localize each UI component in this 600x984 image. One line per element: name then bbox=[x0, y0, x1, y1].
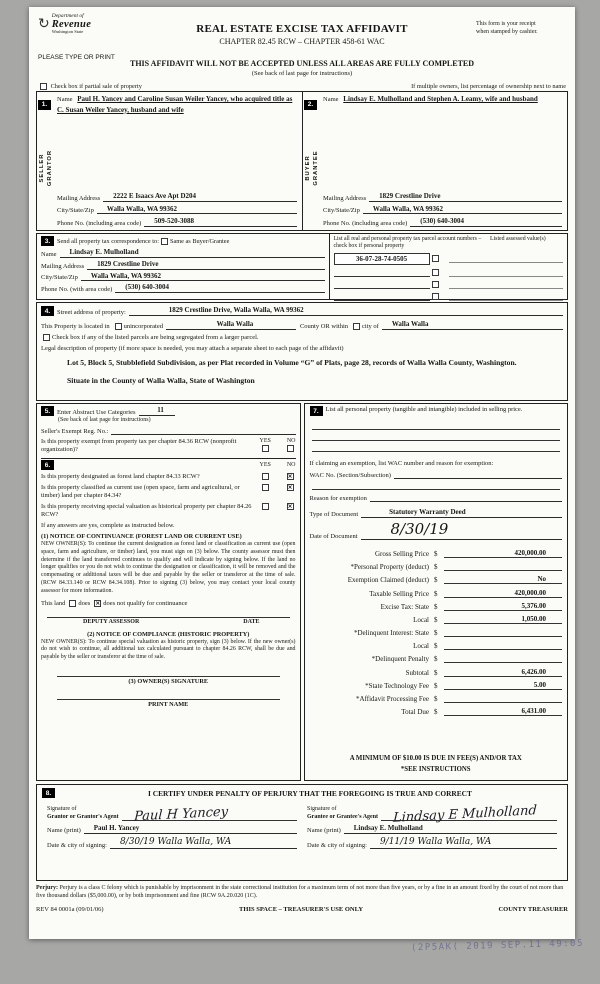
document-date-value[interactable]: 8/30/19 bbox=[361, 521, 562, 540]
receipt-note bbox=[476, 21, 568, 37]
money-row-exemption-claimed bbox=[310, 571, 563, 584]
located-label: This Property is located in bbox=[41, 322, 110, 330]
grantee-name-print-label: Name (print) bbox=[307, 826, 341, 834]
buyer-phone-value[interactable]: (530) 640-3004 bbox=[410, 217, 562, 227]
grantor-signature-labels bbox=[47, 806, 119, 821]
section-6-number: 6. bbox=[41, 460, 54, 470]
signature-columns bbox=[42, 801, 562, 849]
buyer-name-label: Name bbox=[323, 96, 339, 104]
money-row-processing-fee bbox=[310, 690, 563, 703]
assessed-value-line-3[interactable] bbox=[449, 280, 564, 289]
parcel-numbers-header: List all real and personal property tax parcel account numbers – check box if personal property bbox=[333, 236, 482, 249]
corr-address-row bbox=[41, 260, 325, 270]
exempt-question-text: Is this property exempt from property tax per chapter 84.36 RCW (nonprofit organization)? bbox=[41, 438, 237, 454]
delinquent-interest-state-value[interactable] bbox=[444, 628, 562, 637]
personal-property-checkbox-3[interactable] bbox=[432, 281, 439, 288]
subtotal-value[interactable]: 6,426.00 bbox=[444, 668, 562, 677]
document-date-row bbox=[310, 521, 563, 540]
section-8-number: 8. bbox=[42, 788, 55, 798]
seller-csz-row bbox=[57, 205, 297, 215]
document-date-label: Date of Document bbox=[309, 532, 358, 540]
excise-tax-local-label: Local bbox=[413, 615, 429, 624]
notice-compliance-title: (2) NOTICE OF COMPLIANCE (HISTORIC PROPERTY) bbox=[87, 630, 250, 638]
excise-tax-state-value[interactable]: 5,376.00 bbox=[444, 602, 562, 611]
dollar-sign: $ bbox=[434, 695, 438, 704]
warning-line: THIS AFFIDAVIT WILL NOT BE ACCEPTED UNLESS ALL AREAS ARE FULLY COMPLETED bbox=[129, 59, 475, 68]
money-row-excise-local bbox=[310, 611, 563, 624]
see-back-note: (See back of last page for instructions) bbox=[251, 70, 353, 77]
see-instructions-text: *SEE INSTRUCTIONS bbox=[400, 766, 471, 774]
grantee-agent-label: Grantee or Grantee's Agent bbox=[307, 813, 379, 820]
dollar-sign: $ bbox=[434, 642, 438, 651]
assessed-value-line-1[interactable] bbox=[449, 254, 564, 263]
top-strip bbox=[36, 83, 568, 90]
corr-csz-label: City/State/Zip bbox=[41, 274, 78, 282]
deputy-assessor-label: DEPUTY ASSESSOR bbox=[83, 618, 140, 625]
seller-phone-value[interactable]: 509-520-3088 bbox=[144, 217, 297, 227]
section-6-no-label: NO bbox=[286, 462, 296, 469]
same-as-buyer-checkbox[interactable] bbox=[161, 238, 168, 245]
does-qualify-checkbox[interactable] bbox=[69, 600, 76, 607]
assessed-value-line-4[interactable] bbox=[449, 292, 564, 301]
total-due-label: Total Due bbox=[401, 708, 429, 717]
grantee-date-label: Date & city of signing: bbox=[307, 842, 367, 850]
unincorporated-checkbox[interactable] bbox=[115, 323, 122, 330]
buyer-phone-label: Phone No. (including area code) bbox=[323, 220, 408, 228]
logo-washington-state: Washington State bbox=[51, 29, 84, 34]
grantor-date-city-value[interactable]: 8/30/19 Walla Walla, WA bbox=[110, 837, 297, 849]
buyer-phone-row bbox=[323, 217, 562, 227]
correspondence-row bbox=[41, 236, 325, 246]
please-type-note: PLEASE TYPE OR PRINT bbox=[38, 54, 115, 61]
notice-compliance-body: NEW OWNER(S): To continue special valuation as historic property, sign (3) below. If the new owner(s) do not wish to continue, all additional tax calculated pursuant to chapter 84.26 RCW, shall be due and payable by the seller or transferor at the time of sale. bbox=[41, 638, 296, 661]
historical-checkboxes bbox=[260, 503, 296, 510]
corr-phone-row bbox=[41, 283, 325, 293]
seller-address-label: Mailing Address bbox=[57, 194, 101, 202]
excise-tax-local-value[interactable]: 1,050.00 bbox=[444, 615, 562, 624]
grantee-signature-line[interactable] bbox=[381, 803, 557, 826]
historical-question-text: Is this property receiving special valuation as historical property per chapter 84.26 RCW? bbox=[41, 503, 252, 519]
delinquent-interest-local-label: Local bbox=[413, 642, 429, 651]
county-value[interactable]: Walla Walla bbox=[166, 320, 296, 330]
form-header bbox=[36, 12, 568, 82]
buyer-fields bbox=[321, 92, 567, 230]
this-land-label: This land bbox=[41, 599, 66, 607]
personal-property-line-1[interactable] bbox=[312, 419, 561, 430]
seller-csz-value[interactable]: Walla Walla, WA 99362 bbox=[97, 205, 297, 215]
grantee-name-value[interactable]: Lindsay E. Mulholland bbox=[344, 824, 557, 834]
located-row bbox=[41, 320, 563, 330]
buyer-address-value[interactable]: 1829 Crestline Drive bbox=[369, 192, 562, 202]
seller-name-row bbox=[57, 94, 297, 189]
receipt-note-line2: when stamped by cashier. bbox=[476, 28, 538, 35]
buyer-name-row bbox=[323, 94, 562, 189]
current-use-checkboxes bbox=[260, 484, 296, 491]
money-row-gross bbox=[310, 545, 563, 558]
treasurer-space-label: THIS SPACE – TREASURER'S USE ONLY bbox=[239, 905, 364, 913]
exempt-reg-label: Seller's Exempt Reg. No.: bbox=[41, 428, 109, 436]
money-row-personal-property bbox=[310, 558, 563, 571]
parcel-header-row bbox=[334, 236, 564, 250]
document-type-label: Type of Document bbox=[309, 510, 359, 518]
section-2-buyer bbox=[302, 92, 567, 230]
personal-property-checkbox-4[interactable] bbox=[432, 293, 439, 300]
does-not-qualify-checkbox[interactable]: × bbox=[95, 599, 101, 607]
corr-phone-label: Phone No. (with area code) bbox=[41, 286, 113, 294]
segregated-label: Check box if any of the listed parcels are being segregated from a larger parcel. bbox=[52, 333, 259, 341]
grantor-agent-label: Grantor or Grantor's Agent bbox=[47, 813, 119, 820]
money-row-delinquent-penalty bbox=[310, 650, 563, 663]
logo-revenue: Revenue bbox=[51, 18, 92, 30]
affidavit-processing-fee-label: *Affidavit Processing Fee bbox=[356, 695, 429, 704]
seller-address-value[interactable]: 2222 E Isaacs Ave Apt D204 bbox=[103, 192, 297, 202]
grantor-signature-row bbox=[47, 803, 297, 825]
if-yes-note: If any answers are yes, complete as instructed below. bbox=[41, 522, 175, 530]
document-type-row bbox=[310, 508, 563, 518]
dollar-sign: $ bbox=[434, 576, 438, 585]
grantee-signature-script: Lindsay E Mulholland bbox=[392, 803, 538, 826]
historical-no-checkbox[interactable]: × bbox=[287, 503, 293, 511]
section-7-number: 7. bbox=[310, 406, 323, 416]
does-label: does bbox=[78, 599, 91, 607]
abstract-use-row bbox=[41, 406, 296, 416]
grantor-signature-block bbox=[42, 801, 302, 849]
dollar-sign: $ bbox=[434, 668, 438, 677]
seller-grantor-vertical-label bbox=[38, 150, 54, 186]
grantee-signature-block bbox=[302, 801, 562, 849]
personal-property-line-2[interactable] bbox=[312, 430, 561, 441]
minimum-due-text: A MINIMUM OF $10.00 IS DUE IN FEE(S) AND/OR TAX bbox=[349, 755, 522, 763]
section-1-number: 1. bbox=[38, 100, 51, 110]
money-row-delinquent-interest-local bbox=[310, 637, 563, 650]
taxable-selling-price-value[interactable]: 420,000.00 bbox=[444, 589, 562, 598]
owners-signature-label: (3) OWNER(S) SIGNATURE bbox=[128, 677, 209, 685]
partial-sale-row bbox=[38, 83, 142, 90]
affidavit-sheet bbox=[29, 7, 575, 939]
logo-department-of: Department of bbox=[51, 13, 84, 19]
historical-yes-checkbox[interactable] bbox=[262, 503, 269, 510]
section-4-box bbox=[36, 302, 568, 401]
legal-description-label-row bbox=[41, 345, 563, 352]
exempt-no-checkbox[interactable] bbox=[287, 445, 294, 452]
corr-address-label: Mailing Address bbox=[41, 262, 85, 270]
exempt-checkboxes bbox=[260, 445, 296, 452]
state-technology-fee-label: *State Technology Fee bbox=[365, 681, 429, 690]
seller-name-label: Name bbox=[57, 96, 73, 104]
section-6-yes-label: YES bbox=[259, 462, 271, 469]
wac-row bbox=[310, 470, 563, 479]
seller-csz-label: City/State/Zip bbox=[57, 207, 94, 215]
grantor-signature-script: Paul H Yancey bbox=[133, 804, 229, 825]
print-name-line[interactable] bbox=[57, 685, 280, 700]
partial-sale-checkbox[interactable] bbox=[40, 83, 47, 90]
buyer-address-row bbox=[323, 192, 562, 202]
legal-description-value[interactable]: Lot 5, Block 5, Stubblefield Subdivision, as per Plat recorded in Volume “G” of Plats, page 28, records of Walla Walla County, Washington. bbox=[67, 357, 517, 367]
county-treasurer-label: COUNTY TREASURER bbox=[498, 905, 568, 913]
current-use-yes-checkbox[interactable] bbox=[262, 484, 269, 491]
certify-row bbox=[42, 788, 562, 798]
dollar-sign: $ bbox=[434, 655, 438, 664]
section-6-yes-no-header bbox=[260, 462, 296, 468]
exempt-reg-row bbox=[41, 426, 296, 435]
delinquent-interest-state-label: *Delinquent Interest: State bbox=[353, 629, 429, 638]
parcel-number-line-3[interactable] bbox=[334, 280, 430, 289]
total-due-value[interactable]: 6,431.00 bbox=[444, 707, 562, 716]
deputy-assessor-captions bbox=[41, 618, 296, 625]
grantor-name-print-label: Name (print) bbox=[47, 826, 81, 834]
dollar-sign: $ bbox=[434, 563, 438, 572]
taxable-selling-price-label: Taxable Selling Price bbox=[369, 589, 429, 598]
section-2-number: 2. bbox=[304, 100, 317, 110]
subtotal-label: Subtotal bbox=[405, 668, 429, 677]
multiple-owners-note: If multiple owners, list percentage of ownership next to name bbox=[411, 83, 566, 91]
seller-fields bbox=[55, 92, 302, 230]
buyer-grantee-vertical-label bbox=[304, 150, 320, 185]
abstract-use-label: Enter Abstract Use Categories bbox=[57, 409, 136, 417]
footer-row bbox=[36, 906, 568, 913]
grantee-signature-row bbox=[307, 803, 557, 826]
exempt-yes-no bbox=[260, 438, 296, 452]
section-5-number: 5. bbox=[41, 406, 54, 416]
corr-phone-value[interactable]: (530) 640-3004 bbox=[115, 283, 324, 293]
print-name-label: PRINT NAME bbox=[148, 700, 189, 708]
grantor-signature-of-label: Signature of bbox=[47, 806, 77, 813]
forest-land-yes-checkbox[interactable] bbox=[262, 473, 269, 480]
reason-line[interactable] bbox=[370, 493, 562, 502]
grantee-signature-labels bbox=[307, 806, 378, 821]
exempt-reg-line[interactable] bbox=[111, 426, 295, 435]
section-3-parcels bbox=[329, 234, 568, 299]
seller-address-row bbox=[57, 192, 297, 202]
middle-columns bbox=[36, 403, 568, 781]
gross-selling-price-value[interactable]: 420,000.00 bbox=[444, 549, 562, 558]
unincorporated-label: unincorporated bbox=[123, 322, 163, 330]
exempt-yes-checkbox[interactable] bbox=[262, 445, 269, 452]
wac-number-line[interactable] bbox=[394, 470, 562, 479]
deputy-assessor-line[interactable] bbox=[47, 607, 290, 618]
partial-sale-label: Check box if partial sale of property bbox=[50, 83, 142, 90]
personal-property-checkbox-2[interactable] bbox=[432, 269, 439, 276]
parcel-row-3 bbox=[334, 280, 564, 289]
section-8-box bbox=[36, 784, 568, 881]
grantor-name-value[interactable]: Paul H. Yancey bbox=[84, 824, 297, 834]
current-use-question-text: Is this property classified as current use (open space, farm and agricultural, or timber) land per chapter 84.34? bbox=[41, 484, 240, 500]
grantor-name-row bbox=[47, 824, 297, 834]
grantor-signature-line[interactable] bbox=[122, 803, 297, 825]
section-3-correspondence bbox=[37, 234, 329, 299]
minimum-due-note bbox=[310, 754, 563, 778]
gross-selling-price-label: Gross Selling Price bbox=[374, 549, 429, 558]
seller-phone-row bbox=[57, 217, 297, 227]
assessed-value-line-2[interactable] bbox=[449, 268, 564, 277]
money-row-taxable bbox=[310, 584, 563, 597]
delinquent-penalty-label: *Delinquent Penalty bbox=[371, 655, 429, 664]
dollar-sign: $ bbox=[434, 615, 438, 624]
seller-side-word-1: SELLER bbox=[38, 153, 45, 183]
exempt-yes-no-header bbox=[260, 438, 296, 444]
money-row-subtotal bbox=[310, 663, 563, 676]
reason-label: Reason for exemption bbox=[309, 495, 367, 503]
personal-property-header bbox=[310, 406, 563, 416]
same-as-buyer-label: Same as Buyer/Grantee bbox=[169, 237, 230, 245]
grantee-name-row bbox=[307, 824, 557, 834]
segregated-checkbox[interactable] bbox=[43, 334, 50, 341]
exemption-claimed-value[interactable]: No bbox=[444, 575, 562, 584]
section-6 bbox=[41, 458, 296, 778]
buyer-csz-label: City/State/Zip bbox=[323, 207, 360, 215]
city-value[interactable]: Walla Walla bbox=[382, 320, 563, 330]
seller-edge-strip bbox=[37, 92, 55, 230]
personal-property-deduct-value[interactable] bbox=[444, 562, 562, 571]
grantor-date-label: Date & city of signing: bbox=[47, 842, 107, 850]
dollar-sign: $ bbox=[434, 602, 438, 611]
rev-form-number: REV 84 0001a (09/01/06) bbox=[36, 905, 104, 913]
buyer-csz-row bbox=[323, 205, 562, 215]
personal-property-label: List all personal property (tangible and intangible) included in selling price. bbox=[325, 406, 523, 414]
corr-csz-value[interactable]: Walla Walla, WA 99362 bbox=[81, 272, 325, 282]
wac-extra-line[interactable] bbox=[312, 479, 561, 490]
money-row-delinquent-interest-state bbox=[310, 624, 563, 637]
seller-side-word-2: GRANTOR bbox=[47, 149, 53, 187]
buyer-address-label: Mailing Address bbox=[323, 194, 367, 202]
street-address-label: Street address of property: bbox=[57, 309, 126, 317]
city-checkbox[interactable] bbox=[353, 323, 360, 330]
corr-name-row bbox=[41, 248, 325, 258]
dollar-sign: $ bbox=[434, 708, 438, 717]
money-row-technology-fee bbox=[310, 677, 563, 690]
section-3-box bbox=[36, 233, 568, 300]
city-of-label: city of bbox=[362, 322, 379, 330]
personal-property-checkbox-1[interactable] bbox=[432, 255, 439, 262]
forest-land-no-checkbox[interactable]: × bbox=[287, 473, 293, 481]
grantee-date-row bbox=[307, 837, 557, 849]
section-6-header bbox=[41, 460, 296, 470]
form-subtitle: CHAPTER 82.45 RCW – CHAPTER 458-61 WAC bbox=[219, 37, 385, 46]
dor-logo-text bbox=[52, 14, 91, 35]
perjury-lead: Perjury: bbox=[36, 885, 58, 892]
delinquent-penalty-value[interactable] bbox=[444, 654, 562, 663]
parcel-number-value[interactable]: 36-07-28-74-0505 bbox=[334, 253, 430, 265]
dollar-sign: $ bbox=[434, 549, 438, 558]
notice-continuance-body: NEW OWNER(S): To continue the current designation as forest land or classification as current use (open space, farm and agriculture, or timber) land, you must sign on (3) below. The county assessor must then determine if the land transferred continues to qualify and will indicate by signing below. If the land no longer qualifies or you do not wish to continue the designation or classification, it will be removed and the compensating or additional taxes will be due and payable by the seller or transferor at the time of sale. (RCW 84.33.140 or RCW 84.34.108). Prior to signing (3) below, you may contact your local county assessor for more information. bbox=[41, 541, 296, 594]
section-1-2-box bbox=[36, 91, 568, 231]
continuance-qualify-row bbox=[41, 600, 296, 607]
seller-phone-label: Phone No. (including area code) bbox=[57, 220, 142, 228]
legal-description-label: Legal description of property (if more space is needed, you may attach a separate sheet to each page of the affidavit) bbox=[41, 344, 344, 352]
section-5-yes-label: YES bbox=[259, 438, 271, 445]
title-block bbox=[151, 23, 453, 46]
current-use-no-checkbox[interactable]: × bbox=[287, 484, 293, 492]
notice-continuance-title: (1) NOTICE OF CONTINUANCE (FOREST LAND OR CURRENT USE) bbox=[41, 533, 242, 541]
situate-line: Situate in the County of Walla Walla, State of Washington bbox=[67, 376, 255, 386]
assessed-values-header: Listed assessed value(s) bbox=[490, 236, 546, 243]
corr-name-value[interactable]: Lindsay E. Mulholland bbox=[60, 248, 325, 258]
perjury-body: Perjury is a class C felony which is punishable by imprisonment in the state correctional institution for a maximum term of not more than five years, or by a fine in an amount fixed by the court of not more than five thousand dollars ($5,000.00), or by both imprisonment and fine (RCW 9A.20.020 (1C). bbox=[36, 885, 564, 899]
seller-name-value[interactable]: Paul H. Yancey and Caroline Susan Weiler Yancey, who acquired title as C. Susan Weiler Yancey, husband and wife bbox=[57, 95, 293, 114]
document-type-value[interactable]: Statutory Warranty Deed bbox=[361, 508, 562, 518]
exemption-label: If claiming an exemption, list WAC number and reason for exemption: bbox=[309, 460, 494, 468]
dor-logo bbox=[38, 14, 91, 35]
buyer-edge-strip bbox=[303, 92, 321, 230]
parcel-row-2 bbox=[334, 268, 564, 277]
money-row-total-due bbox=[310, 703, 563, 716]
forest-land-checkboxes bbox=[260, 473, 296, 480]
section-5-see-back: (See back of last page for instructions) bbox=[58, 417, 151, 424]
buyer-csz-value[interactable]: Walla Walla, WA 99362 bbox=[363, 205, 562, 215]
exempt-question-row bbox=[41, 438, 296, 454]
section-3-number: 3. bbox=[41, 236, 54, 246]
affidavit-processing-fee-value[interactable] bbox=[444, 694, 562, 703]
section-7-column bbox=[304, 403, 569, 781]
buyer-side-word-2: GRANTEE bbox=[313, 150, 319, 186]
corr-csz-row bbox=[41, 272, 325, 282]
section-1-seller bbox=[37, 92, 302, 230]
parcel-number-line-2[interactable] bbox=[334, 268, 430, 277]
section-5-6-column bbox=[36, 403, 301, 781]
delinquent-interest-local-value[interactable] bbox=[444, 641, 562, 650]
segregated-row bbox=[41, 334, 563, 341]
tax-computation bbox=[310, 545, 563, 716]
state-technology-fee-value[interactable]: 5.00 bbox=[444, 681, 562, 690]
cashier-stamp: (2P5AK( 2019 SEP.11 49:05 bbox=[410, 938, 585, 954]
buyer-side-word-1: BUYER bbox=[304, 155, 311, 181]
buyer-name-value[interactable]: Lindsay E. Mulholland and Stephen A. Leamy, wife and husband bbox=[343, 95, 538, 104]
parcel-number-line-4[interactable] bbox=[334, 292, 430, 301]
historical-question bbox=[41, 503, 296, 519]
send-correspondence-label: Send all property tax correspondence to: bbox=[57, 237, 159, 245]
exemption-claimed-label: Exemption Claimed (deduct) bbox=[347, 576, 429, 585]
money-row-excise-state bbox=[310, 598, 563, 611]
section-4-number: 4. bbox=[41, 306, 54, 316]
parcel-row-4 bbox=[334, 292, 564, 301]
grantor-date-row bbox=[47, 837, 297, 849]
wac-label: WAC No. (Section/Subsection) bbox=[309, 472, 391, 480]
personal-property-line-3[interactable] bbox=[312, 441, 561, 452]
perjury-statement bbox=[36, 885, 568, 901]
revenue-circle-arrows-icon: ↻ bbox=[38, 16, 50, 33]
dollar-sign: $ bbox=[434, 681, 438, 690]
county-or-label: County OR within bbox=[299, 322, 349, 330]
personal-property-deduct-label: *Personal Property (deduct) bbox=[350, 563, 429, 572]
does-not-label: does not qualify for continuance bbox=[103, 599, 188, 607]
abstract-use-value[interactable]: 11 bbox=[139, 406, 175, 416]
certify-statement: I CERTIFY UNDER PENALTY OF PERJURY THAT THE FOREGOING IS TRUE AND CORRECT bbox=[148, 788, 472, 798]
deputy-date-label: DATE bbox=[243, 618, 260, 625]
forest-land-question-text: Is this property designated as forest land chapter 84.33 RCW? bbox=[41, 473, 200, 481]
forest-land-question bbox=[41, 473, 296, 481]
dollar-sign: $ bbox=[434, 589, 438, 598]
owners-signature-line[interactable] bbox=[57, 662, 280, 677]
grantee-signature-of-label: Signature of bbox=[307, 806, 337, 813]
street-address-row bbox=[41, 306, 563, 316]
current-use-question bbox=[41, 484, 296, 500]
grantee-date-city-value[interactable]: 9/11/19 Walla Walla, WA bbox=[370, 837, 557, 849]
reason-row bbox=[310, 493, 563, 502]
section-5-no-label: NO bbox=[286, 438, 296, 445]
form-title: REAL ESTATE EXCISE TAX AFFIDAVIT bbox=[196, 23, 408, 35]
corr-address-value[interactable]: 1829 Crestline Drive bbox=[87, 260, 324, 270]
dollar-sign: $ bbox=[434, 629, 438, 638]
corr-name-label: Name bbox=[41, 250, 57, 258]
receipt-note-line1: This form is your receipt bbox=[476, 21, 536, 27]
parcel-row-1 bbox=[334, 253, 564, 265]
excise-tax-state-label: Excise Tax: State bbox=[380, 602, 429, 611]
street-address-value[interactable]: 1829 Crestline Drive, Walla Walla, WA 99362 bbox=[129, 306, 563, 316]
